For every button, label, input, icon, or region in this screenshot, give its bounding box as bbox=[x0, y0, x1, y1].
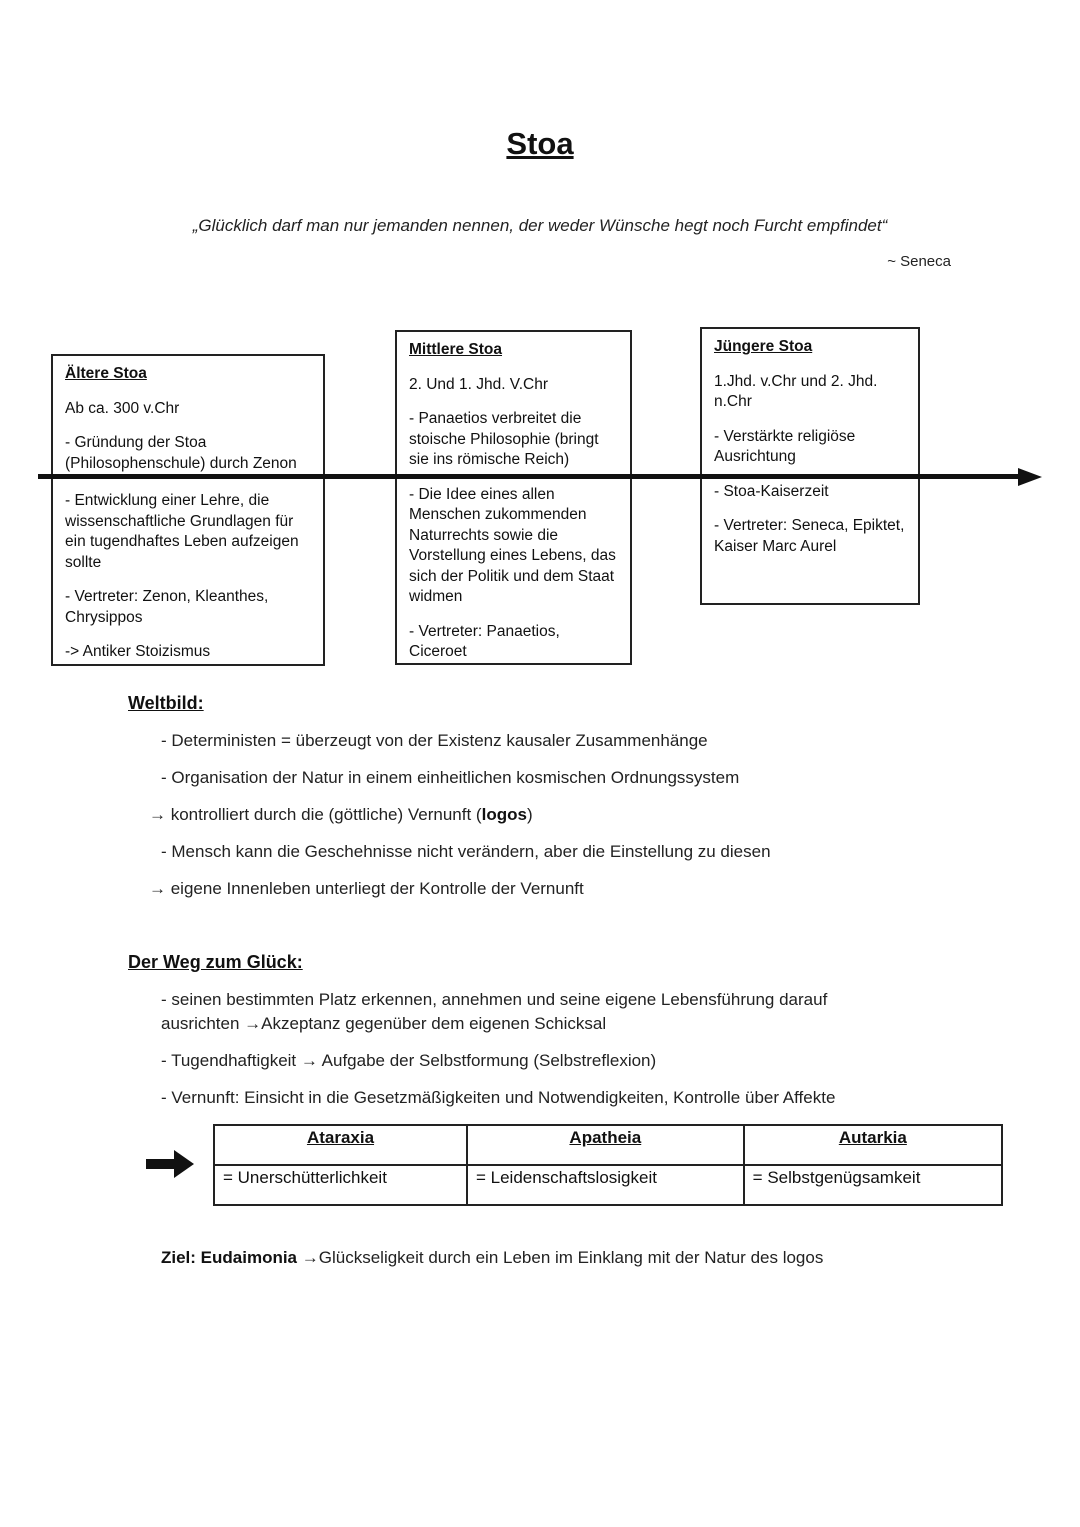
box-paragraph: 2. Und 1. Jhd. V.Chr bbox=[409, 375, 549, 393]
logos-term: logos bbox=[481, 805, 527, 824]
virtue-header-ataraxia: Ataraxia bbox=[214, 1125, 467, 1165]
section-heading-weg-zum-glueck: Der Weg zum Glück: bbox=[128, 952, 303, 972]
box-heading: Ältere Stoa bbox=[65, 365, 147, 382]
page-title: Stoa bbox=[506, 126, 574, 161]
timeline-axis bbox=[38, 474, 1026, 479]
ziel-text: →Glückseligkeit durch ein Leben im Einklang mit der Natur des logos bbox=[297, 1248, 824, 1267]
section-heading-weltbild: Weltbild: bbox=[128, 693, 204, 713]
weg-line: - Tugendhaftigkeit → Aufgabe der Selbstformung (Selbstreflexion) bbox=[161, 1051, 657, 1070]
box-paragraph: - Vertreter: Panaetios, Ciceroet bbox=[409, 622, 560, 660]
ziel-label: Ziel: Eudaimonia bbox=[161, 1248, 298, 1267]
arrow-right-icon bbox=[1018, 468, 1042, 486]
box-heading: Jüngere Stoa bbox=[714, 338, 813, 355]
ziel-line bbox=[161, 1246, 823, 1270]
timeline-box-mittlere-stoa bbox=[395, 330, 632, 665]
box-paragraph: - Panaetios verbreitet die stoische Philosophie (bringt sie ins römische Reich) bbox=[409, 410, 599, 468]
box-paragraph: - Verstärkte religiöse Ausrichtung bbox=[714, 427, 856, 465]
weltbild-line: - Mensch kann die Geschehnisse nicht verändern, aber die Einstellung zu diesen bbox=[161, 842, 771, 861]
virtue-value: = Selbstgenügsamkeit bbox=[744, 1165, 1002, 1205]
box-paragraph: Ab ca. 300 v.Chr bbox=[65, 399, 180, 417]
box-paragraph: - Gründung der Stoa (Philosophenschule) durch Zenon bbox=[65, 434, 297, 472]
quote-author: ~ Seneca bbox=[887, 253, 951, 270]
box-paragraph: - Entwicklung einer Lehre, die wissenschaftliche Grundlagen für ein tugendhaftes Leben aufzeigen sollte bbox=[65, 492, 299, 571]
weg-line: - Vernunft: Einsicht in die Gesetzmäßigkeiten und Notwendigkeiten, Kontrolle über Affekte bbox=[161, 1088, 836, 1107]
weltbild-line: → eigene Innenleben unterliegt der Kontrolle der Vernunft bbox=[149, 879, 584, 898]
weltbild-line: - Organisation der Natur in einem einheitlichen kosmischen Ordnungssystem bbox=[161, 768, 740, 787]
weltbild-line: - Deterministen = überzeugt von der Existenz kausaler Zusammenhänge bbox=[161, 731, 708, 750]
box-paragraph: - Vertreter: Zenon, Kleanthes, Chrysippos bbox=[65, 588, 269, 626]
box-paragraph: - Die Idee eines allen Menschen zukommenden Naturrechts sowie die Vorstellung eines Lebens, das sich der Politik und dem Staat widmen bbox=[409, 485, 616, 605]
virtues-table bbox=[213, 1124, 1003, 1206]
box-heading: Mittlere Stoa bbox=[409, 341, 503, 358]
weg-line: - seinen bestimmten Platz erkennen, annehmen und seine eigene Lebensführung darauf bbox=[161, 990, 828, 1009]
weg-line: ausrichten →Akzeptanz gegenüber dem eigenen Schicksal bbox=[161, 1014, 607, 1033]
box-paragraph: - Vertreter: Seneca, Epiktet, Kaiser Marc Aurel bbox=[714, 517, 905, 555]
virtue-header-autarkia: Autarkia bbox=[744, 1125, 1002, 1165]
box-paragraph: 1.Jhd. v.Chr und 2. Jhd. n.Chr bbox=[714, 372, 878, 410]
virtue-value: = Leidenschaftslosigkeit bbox=[467, 1165, 744, 1205]
timeline-box-juengere-stoa bbox=[700, 327, 920, 605]
virtue-value: = Unerschütterlichkeit bbox=[214, 1165, 467, 1205]
box-paragraph: - Stoa-Kaiserzeit bbox=[714, 482, 829, 500]
quote-text: „Glücklich darf man nur jemanden nennen, der weder Wünsche hegt noch Furcht empfindet“ bbox=[192, 216, 888, 235]
weltbild-line: → kontrolliert durch die (göttliche) Vernunft (logos) bbox=[149, 805, 533, 824]
box-paragraph: -> Antiker Stoizismus bbox=[65, 643, 211, 660]
timeline-box-aeltere-stoa bbox=[51, 354, 325, 666]
virtue-header-apatheia: Apatheia bbox=[467, 1125, 744, 1165]
bold-arrow-right-icon bbox=[146, 1150, 196, 1178]
